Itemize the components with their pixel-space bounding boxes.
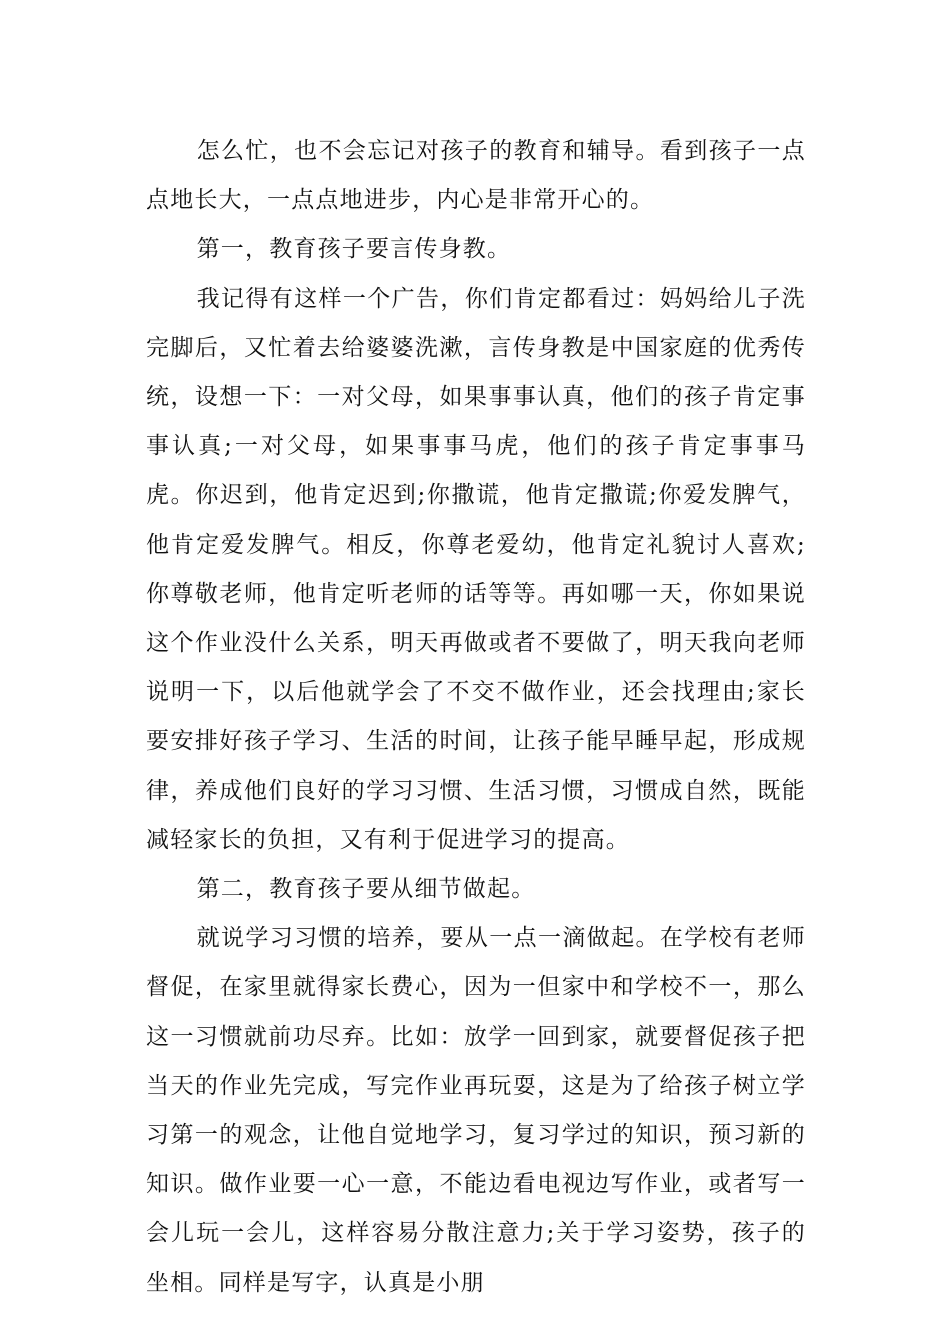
paragraph-habits: 就说学习习惯的培养，要从一点一滴做起。在学校有老师督促，在家里就得家长费心，因为一但家中和学校不一，那么这一习惯就前功尽弃。比如：放学一回到家，就要督促孩子把当天的作业先完成，写完作业再玩耍，这是为了给孩子树立学习第一的观念，让他自觉地学习，复习学过的知识，预习新的知识。做作业要一心一意，不能边看电视边写作业，或者写一会儿玩一会儿，这样容易分散注意力;关于学习姿势，孩子的坐相。同样是写字，认真是小朋 xyxy=(146,925,806,1296)
section-heading-first: 第一，教育孩子要言传身教。 xyxy=(196,236,512,263)
paragraph-example: 我记得有这样一个广告，你们肯定都看过：妈妈给儿子洗完脚后，又忙着去给婆婆洗漱，言传身教是中国家庭的优秀传统，设想一下：一对父母，如果事事认真，他们的孩子肯定事事认真;一对父母，如果事事马虎，他们的孩子肯定事事马虎。你迟到，他肯定迟到;你撒谎，他肯定撒谎;你爱发脾气，他肯定爱发脾气。相反，你尊老爱幼，他肯定礼貌讨人喜欢;你尊敬老师，他肯定听老师的话等等。再如哪一天，你如果说这个作业没什么关系，明天再做或者不要做了，明天我向老师说明一下，以后他就学会了不交不做作业，还会找理由;家长要安排好孩子学习、生活的时间，让孩子能早睡早起，形成规律，养成他们良好的学习习惯、生活习惯，习惯成自然，既能减轻家长的负担，又有利于促进学习的提高。 xyxy=(146,285,806,853)
paragraph-continuation: 怎么忙，也不会忘记对孩子的教育和辅导。看到孩子一点点地长大，一点点地进步，内心是非常开心的。 xyxy=(146,138,806,214)
section-heading-second: 第二，教育孩子要从细节做起。 xyxy=(196,876,536,903)
body-text xyxy=(146,127,806,1308)
